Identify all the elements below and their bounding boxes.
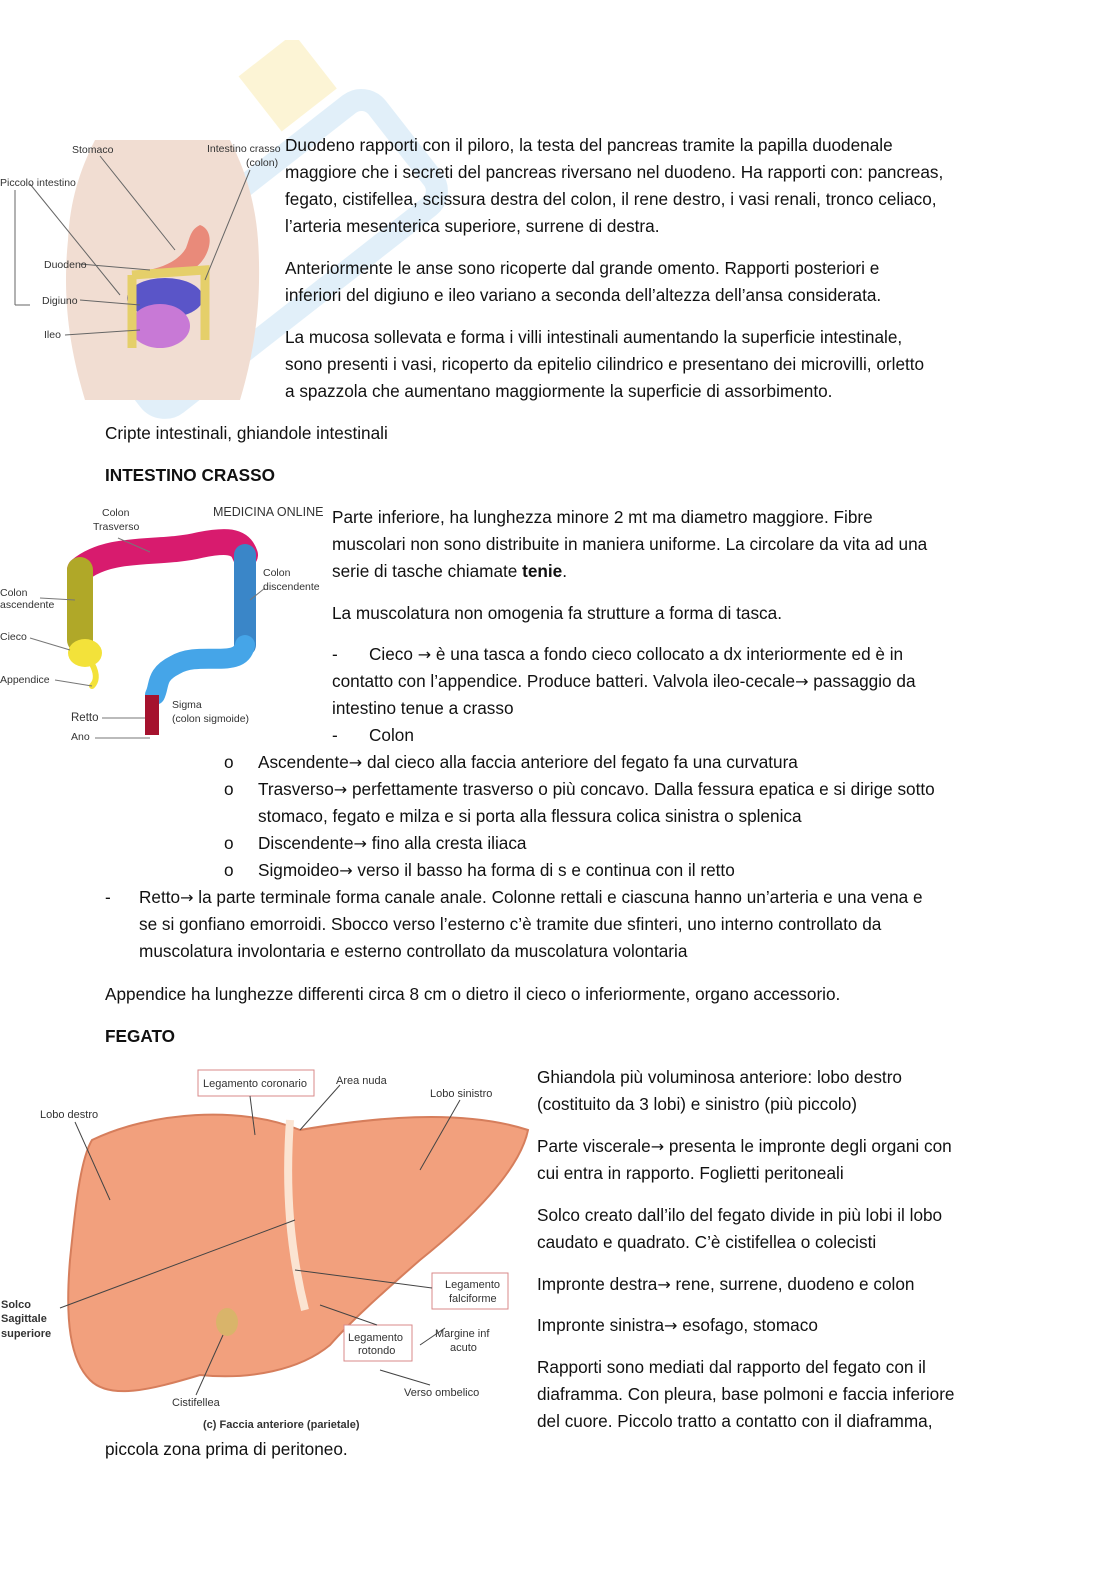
- label-solco-2: Sagittale: [1, 1313, 47, 1325]
- label-ano: Ano: [71, 731, 90, 743]
- para-duodeno-line2: maggiore che i secreti del pancreas riversano nel duodeno. Ha rapporti con: pancreas,: [285, 162, 944, 182]
- label-cistifellea: Cistifellea: [172, 1397, 220, 1409]
- label-brand: MEDICINA ONLINE: [213, 505, 324, 519]
- bullet-circle-sigmoideo: o: [224, 860, 234, 880]
- list-item-cieco-line2: contatto con l’appendice. Produce batteri. Valvola ileo-cecale→ passaggio da: [332, 671, 916, 691]
- label-duodeno: Duodeno: [44, 259, 87, 271]
- para-appendice: Appendice ha lunghezze differenti circa 8 cm o dietro il cieco o inferiormente, organo accessorio.: [105, 984, 841, 1004]
- arrow-icon: →: [650, 1137, 665, 1156]
- para-anse-line1: Anteriormente le anse sono ricoperte dal grande omento. Rapporti posteriori e: [285, 258, 880, 278]
- label-sigma-1: Sigma: [172, 699, 202, 711]
- colon-sigmoid: [155, 645, 245, 695]
- list-item-cieco-line1: Cieco → è una tasca a fondo cieco collocato a dx interiormente ed è in: [369, 644, 904, 664]
- liver-figure: [0, 1060, 535, 1440]
- label-lobo-sinistro: Lobo sinistro: [430, 1088, 493, 1100]
- para-duodeno-line1: Duodeno rapporti con il piloro, la testa del pancreas tramite la papilla duodenale: [285, 135, 893, 155]
- colon-transverse: [80, 542, 245, 570]
- term-tenie: tenie: [522, 561, 563, 581]
- appendix: [92, 664, 96, 686]
- label-verso-ombelico: Verso ombelico: [404, 1387, 480, 1399]
- arrow-icon: →: [664, 1316, 678, 1335]
- para-rapporti-line2: diaframma. Con pleura, base polmoni e faccia inferiore: [537, 1384, 955, 1404]
- label-solco-1: Solco: [1, 1299, 31, 1311]
- label-lobo-destro: Lobo destro: [40, 1109, 99, 1121]
- label-margine-1: Margine inf: [435, 1328, 490, 1340]
- para-duodeno-line3: fegato, cistifellea, scissura destra del colon, il rene destro, i vasi renali, tronco celiaco,: [285, 189, 937, 209]
- label-sigma-2: (colon sigmoide): [172, 713, 250, 725]
- bullet-circle-ascendente: o: [224, 752, 234, 772]
- heading-fegato: FEGATO: [105, 1026, 176, 1046]
- para-viscerale-line1: Parte viscerale→ presenta le impronte degli organi con: [537, 1136, 952, 1156]
- heading-intestino-crasso: INTESTINO CRASSO: [105, 465, 275, 485]
- arrow-icon: →: [353, 834, 367, 853]
- sublist-item-sigmoideo: Sigmoideo→ verso il basso ha forma di s e continua con il retto: [258, 860, 735, 880]
- label-discendente-2: discendente: [263, 581, 320, 593]
- sublist-item-trasverso-line2: stomaco, fegato e milza e si porta alla flessura colica sinistra o splenica: [258, 806, 802, 826]
- list-item-retto-line3: muscolatura involontaria e esterno controllato da muscolatura volontaria: [139, 941, 688, 961]
- list-item-colon: Colon: [369, 725, 414, 745]
- para-viscerale-line2: cui entra in rapporto. Foglietti peritoneali: [537, 1163, 844, 1183]
- arrow-icon: →: [795, 672, 809, 691]
- label-intestino-crasso: Intestino crasso: [207, 143, 281, 155]
- para-solco-line2: caudato e quadrato. C’è cistifellea o colecisti: [537, 1232, 877, 1252]
- para-rapporti-line1: Rapporti sono mediati dal rapporto del fegato con il: [537, 1357, 926, 1377]
- sublist-item-ascendente: Ascendente→ dal cieco alla faccia anteriore del fegato fa una curvatura: [258, 752, 798, 772]
- para-piccola-zona: piccola zona prima di peritoneo.: [105, 1439, 348, 1459]
- para-crasso-line2: muscolari non sono distribuite in maniera uniforme. La circolare da vita ad una: [332, 534, 928, 554]
- bullet-circle-trasverso: o: [224, 779, 234, 799]
- para-solco-line1: Solco creato dall’ilo del fegato divide in più lobi il lobo: [537, 1205, 943, 1225]
- sublist-item-trasverso-line1: Trasverso→ perfettamente trasverso o più concavo. Dalla fessura epatica e si dirige sotto: [258, 779, 935, 799]
- arrow-icon: →: [417, 645, 432, 664]
- para-mucosa-line3: a spazzola che aumentano maggiormente la superficie di assorbimento.: [285, 381, 833, 401]
- label-caption: (c) Faccia anteriore (parietale): [203, 1419, 360, 1431]
- bullet-circle-discendente: o: [224, 833, 234, 853]
- para-anse-line2: inferiori del digiuno e ileo variano a seconda dell’altezza dell’ansa considerata.: [285, 285, 882, 305]
- label-cieco: Cieco: [0, 631, 27, 643]
- arrow-icon: →: [180, 888, 194, 907]
- digestive-system-figure: [0, 130, 285, 405]
- para-impronte-sinistra: Impronte sinistra→ esofago, stomaco: [537, 1315, 818, 1335]
- label-colon: (colon): [246, 157, 279, 169]
- label-legamento-rotondo-1: Legamento: [348, 1332, 404, 1344]
- arrow-icon: →: [339, 861, 353, 880]
- label-area-nuda: Area nuda: [336, 1075, 387, 1087]
- sublist-item-discendente: Discendente→ fino alla cresta iliaca: [258, 833, 527, 853]
- arrow-icon: →: [333, 780, 348, 799]
- para-cripte: Cripte intestinali, ghiandole intestinali: [105, 423, 388, 443]
- label-retto: Retto: [71, 712, 99, 724]
- bullet-dash-retto: -: [105, 887, 111, 907]
- small-intestine-lower: [130, 304, 190, 348]
- label-trasverso-1: Colon: [102, 507, 130, 519]
- gallbladder: [216, 1308, 238, 1336]
- label-discendente-1: Colon: [263, 567, 291, 579]
- list-item-retto-line1: Retto→ la parte terminale forma canale anale. Colonne rettali e ciascuna hanno un’arteria e una vena e: [139, 887, 923, 907]
- label-legamento-rotondo-2: rotondo: [358, 1345, 396, 1357]
- label-solco-3: superiore: [1, 1328, 52, 1340]
- para-duodeno-line4: l’arteria mesenterica superiore, surrene di destra.: [285, 216, 660, 236]
- arrow-icon: →: [657, 1275, 671, 1294]
- list-item-cieco-line3: intestino tenue a crasso: [332, 698, 514, 718]
- para-crasso-line3: serie di tasche chiamate tenie.: [332, 561, 568, 581]
- label-legamento-falciforme-1: Legamento: [445, 1279, 501, 1291]
- label-ascendente-2: ascendente: [0, 599, 55, 611]
- label-stomaco: Stomaco: [72, 144, 114, 156]
- para-crasso-line1: Parte inferiore, ha lunghezza minore 2 mt ma diametro maggiore. Fibre: [332, 507, 873, 527]
- label-piccolo-intestino: Piccolo intestino: [0, 177, 76, 189]
- para-mucosa-line2: sono presenti i vasi, ricoperto da epitelio cilindrico e presentano dei microvilli, orletto: [285, 354, 925, 374]
- bullet-dash-cieco: -: [332, 644, 338, 664]
- cecum: [68, 639, 102, 667]
- label-ileo: Ileo: [44, 329, 61, 341]
- label-trasverso-2: Trasverso: [93, 521, 140, 533]
- para-muscolatura: La muscolatura non omogenia fa strutture a forma di tasca.: [332, 603, 782, 623]
- para-mucosa-line1: La mucosa sollevata e forma i villi intestinali aumentando la superficie intestinale,: [285, 327, 903, 347]
- label-ascendente-1: Colon: [0, 587, 28, 599]
- para-rapporti-line3: del cuore. Piccolo tratto a contatto con il diaframma,: [537, 1411, 933, 1431]
- label-margine-2: acuto: [450, 1342, 477, 1354]
- para-ghiandola-line1: Ghiandola più voluminosa anteriore: lobo destro: [537, 1067, 902, 1087]
- label-legamento-falciforme-2: falciforme: [449, 1293, 497, 1305]
- colon-figure: [0, 500, 335, 745]
- list-item-retto-line2: se si gonfiano emorroidi. Sbocco verso l’esterno c’è tramite due sfinteri, uno interno controllato da: [139, 914, 882, 934]
- label-digiuno: Digiuno: [42, 295, 78, 307]
- label-legamento-coronario: Legamento coronario: [203, 1078, 307, 1090]
- para-impronte-destra: Impronte destra→ rene, surrene, duodeno e colon: [537, 1274, 915, 1294]
- arrow-icon: →: [348, 753, 363, 772]
- para-ghiandola-line2: (costituito da 3 lobi) e sinistro (più piccolo): [537, 1094, 858, 1114]
- label-appendice: Appendice: [0, 674, 50, 686]
- bullet-dash-colon: -: [332, 725, 338, 745]
